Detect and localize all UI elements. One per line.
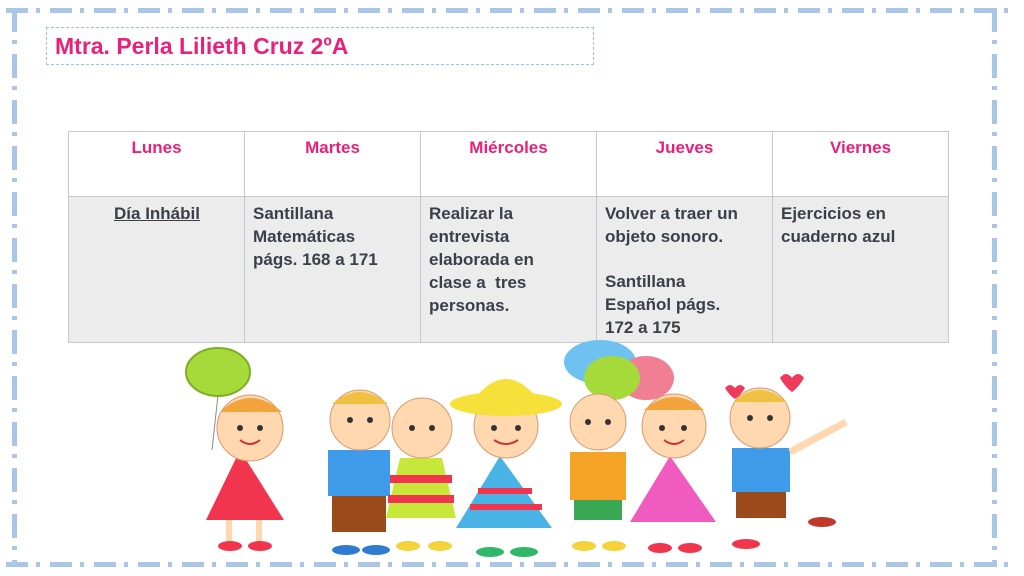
day-header-lunes: Lunes: [69, 132, 245, 197]
day-header-martes: Martes: [245, 132, 421, 197]
page-frame-top: [6, 8, 1010, 13]
task-jueves-line: Santillana: [605, 272, 686, 291]
task-miercoles-line: Realizar la: [429, 204, 514, 223]
task-miercoles-line: clase a tres: [429, 273, 527, 292]
task-cell-lunes: [69, 197, 245, 343]
page-frame-left: [12, 8, 17, 567]
day-header-miercoles: Miércoles: [421, 132, 597, 197]
task-cell-martes: [245, 197, 421, 343]
task-jueves-spacer: [605, 248, 765, 270]
task-lunes-text: Día Inhábil: [114, 204, 200, 223]
table-row: [69, 197, 949, 343]
task-miercoles-line: personas.: [429, 296, 510, 315]
page-frame-right: [992, 8, 997, 567]
task-cell-viernes: [773, 197, 949, 343]
page-frame-bottom: [6, 562, 1010, 567]
title-box: [46, 27, 594, 65]
task-viernes-line: cuaderno azul: [781, 227, 896, 246]
task-miercoles-line: elaborada en: [429, 250, 534, 269]
task-jueves-line: objeto sonoro.: [605, 227, 724, 246]
task-jueves-line: 172 a 175: [605, 318, 681, 337]
day-header-jueves: Jueves: [597, 132, 773, 197]
task-jueves-line: Volver a traer un: [605, 204, 738, 223]
table-header-row: [69, 132, 949, 197]
task-cell-miercoles: [421, 197, 597, 343]
task-miercoles-line: entrevista: [429, 227, 510, 246]
task-viernes-line: Ejercicios en: [781, 204, 886, 223]
task-martes-line: Santillana: [253, 204, 334, 223]
task-cell-jueves: [597, 197, 773, 343]
page-title: Mtra. Perla Lilieth Cruz 2ºA: [55, 33, 349, 59]
task-martes-line: págs. 168 a 171: [253, 250, 378, 269]
task-martes-line: Matemáticas: [253, 227, 356, 246]
day-header-viernes: Viernes: [773, 132, 949, 197]
task-jueves-line: Español págs.: [605, 295, 721, 314]
weekly-schedule-table: [68, 131, 949, 343]
children-with-balloons-icon: [160, 340, 880, 562]
